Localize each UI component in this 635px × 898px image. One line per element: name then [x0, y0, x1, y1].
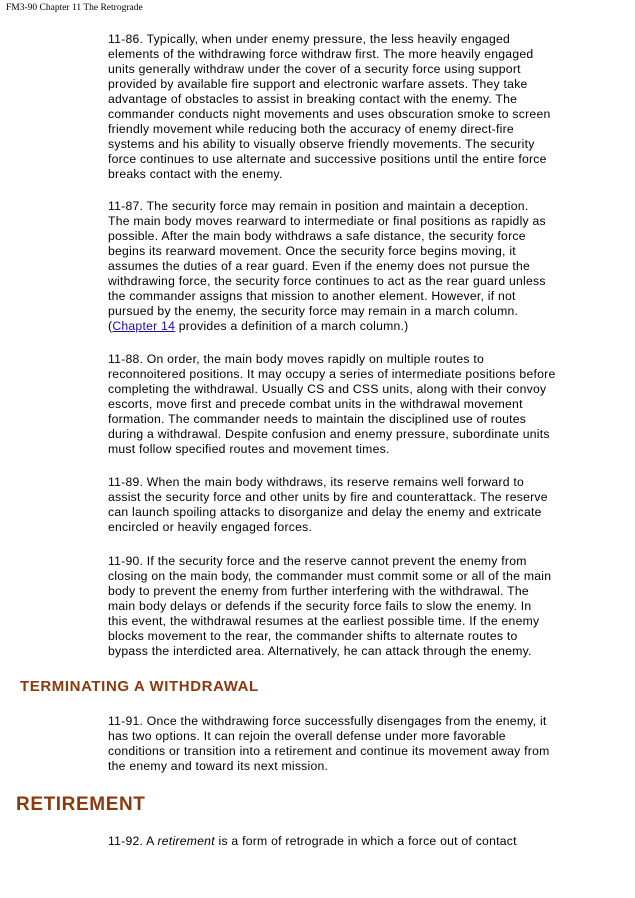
paragraph-11-88	[108, 352, 608, 457]
page-header: FM3-90 Chapter 11 The Retrograde	[6, 3, 143, 13]
text-line: the enemy and toward its next mission.	[108, 759, 329, 773]
chapter-14-link[interactable]: Chapter 14	[112, 319, 176, 333]
text-line: the commander assigns that mission to another element. However, if not	[108, 289, 516, 303]
text-line: breaks contact with the enemy.	[108, 167, 283, 181]
text-line: possible. After the main body withdraws a safe distance, the security force	[108, 229, 526, 243]
text-line: force continues to use alternate and successive positions until the entire force	[108, 152, 547, 166]
text-line: assist the security force and other units by fire and counterattack. The reserve	[108, 490, 548, 504]
section-heading-terminating-withdrawal: TERMINATING A WITHDRAWAL	[20, 678, 259, 695]
text-line: units generally withdraw under the cover of a security force using support	[108, 62, 521, 76]
text-line: during a withdrawal. Despite confusion and enemy pressure, subordinate units	[108, 427, 550, 441]
text-line: has two options. It can rejoin the overall defense under more favorable	[108, 729, 506, 743]
text-line: reconnoitered positions. It may occupy a series of intermediate positions before	[108, 367, 556, 381]
text-fragment: 11-92. A	[108, 834, 158, 848]
text-line: conditions or transition into a retirement and continue its movement away from	[108, 744, 550, 758]
paragraph-11-87	[108, 199, 608, 334]
text-line: assumes the duties of a rear guard. Even if the enemy does not pursue the	[108, 259, 531, 273]
text-line: this event, the withdrawal resumes at the earliest possible time. If the enemy	[108, 614, 540, 628]
text-line: main body delays or defends if the security force fails to slow the enemy. In	[108, 599, 532, 613]
text-line	[108, 834, 608, 849]
text-fragment: provides a definition of a march column.)	[175, 319, 409, 333]
defined-term: retirement	[157, 834, 215, 848]
text-line: provided by available fire support and electronic warfare assets. They take	[108, 77, 528, 91]
paragraph-11-89	[108, 475, 608, 535]
text-line: friendly movement while reducing both the accuracy of enemy direct-fire	[108, 122, 514, 136]
paragraph-11-86	[108, 32, 608, 182]
text-line: 11-87. The security force may remain in position and maintain a deception.	[108, 199, 529, 213]
text-line: completing the withdrawal. Usually CS and CSS units, along with their convoy	[108, 382, 547, 396]
text-line: can launch spoiling attacks to disorganize and delay the enemy and extricate	[108, 505, 542, 519]
text-line: bypass the interdicted area. Alternatively, he can attack through the enemy.	[108, 644, 532, 658]
text-line: elements of the withdrawing force withdraw first. The more heavily engaged	[108, 47, 534, 61]
text-line: must follow specified routes and movement times.	[108, 442, 390, 456]
paragraph-11-92	[108, 834, 608, 849]
text-line: escorts, move first and precede combat units in the withdrawal movement	[108, 397, 523, 411]
text-line: 11-88. On order, the main body moves rapidly on multiple routes to	[108, 352, 484, 366]
text-line: commander conducts night movements and uses obscuration smoke to screen	[108, 107, 551, 121]
text-line: blocks movement to the rear, the commander shifts to alternate routes to	[108, 629, 518, 643]
text-line: 11-90. If the security force and the reserve cannot prevent the enemy from	[108, 554, 527, 568]
text-line: 11-86. Typically, when under enemy pressure, the less heavily engaged	[108, 32, 511, 46]
text-line: systems and his ability to visually observe friendly movements. The security	[108, 137, 535, 151]
text-line: 11-91. Once the withdrawing force successfully disengages from the enemy, it	[108, 714, 547, 728]
text-line: 11-89. When the main body withdraws, its reserve remains well forward to	[108, 475, 525, 489]
text-fragment: is a form of retrograde in which a force out of contact	[214, 834, 517, 848]
text-line: body to prevent the enemy from further interfering with the withdrawal. The	[108, 584, 529, 598]
text-line: begins its rearward movement. Once the security force begins moving, it	[108, 244, 516, 258]
section-heading-retirement: RETIREMENT	[16, 794, 146, 815]
text-line: withdrawing force, the security force continues to act as the rear guard unless	[108, 274, 546, 288]
paragraph-11-90	[108, 554, 608, 659]
text-line: formation. The commander needs to maintain the disciplined use of routes	[108, 412, 527, 426]
text-line: pursued by the enemy, the security force may remain in a march column.	[108, 304, 519, 318]
text-line	[108, 319, 608, 334]
text-fragment: (	[108, 319, 113, 333]
text-line: encircled or heavily engaged forces.	[108, 520, 313, 534]
paragraph-11-91	[108, 714, 608, 774]
text-line: The main body moves rearward to intermediate or final positions as rapidly as	[108, 214, 546, 228]
text-line: closing on the main body, the commander must commit some or all of the main	[108, 569, 552, 583]
text-line: advantage of obstacles to assist in breaking contact with the enemy. The	[108, 92, 518, 106]
